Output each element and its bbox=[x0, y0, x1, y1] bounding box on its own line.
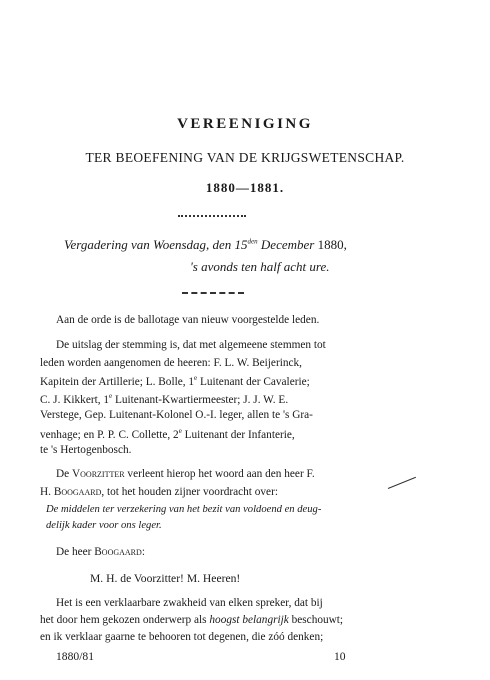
lecture-topic-line: delijk kader voor ons leger. bbox=[46, 520, 162, 531]
printer-signature: 1880/81 bbox=[56, 650, 95, 663]
body-line: C. J. Kikkert, 1e Luitenant-Kwartiermeester; J. J. W. E. bbox=[40, 392, 289, 406]
meeting-date-line: Vergadering van Woensdag, den $15^{den}$ December 1880, bbox=[64, 237, 347, 252]
body-line: Verstege, Gep. Luitenant-Kolonel O.-I. leger, allen te 's Gra- bbox=[40, 409, 313, 421]
decorative-rule-top bbox=[178, 215, 246, 217]
page-number: 10 bbox=[334, 650, 346, 663]
body-line: Aan de orde is de ballotage van nieuw voorgestelde leden. bbox=[56, 314, 320, 326]
decorative-rule-bottom bbox=[182, 292, 244, 294]
body-line: en ik verklaar gaarne te behooren tot degenen, die zóó denken; bbox=[40, 631, 324, 643]
document-years: 1880—1881. bbox=[205, 180, 285, 195]
body-line: De heer Boogaard: bbox=[56, 546, 145, 558]
body-line: venhage; en P. P. C. Collette, 2e Luitenant der Infanterie, bbox=[40, 427, 295, 441]
body-line: H. Boogaard, tot het houden zijner voordracht over: bbox=[40, 486, 278, 498]
body-line: het door hem gekozen onderwerp als hoogst belangrijk beschouwt; bbox=[40, 614, 344, 626]
speech-salutation: M. H. de Voorzitter! M. Heeren! bbox=[90, 572, 241, 585]
body-line: leden worden aangenomen de heeren: F. L. W. Beijerinck, bbox=[40, 357, 302, 369]
margin-pencil-mark bbox=[388, 477, 416, 489]
document-subtitle: TER BEOEFENING VAN DE KRIJGSWETENSCHAP. bbox=[85, 150, 405, 165]
meeting-time-line: 's avonds ten half acht ure. bbox=[190, 259, 330, 274]
body-line: Kapitein der Artillerie; L. Bolle, 1e Luitenant der Cavalerie; bbox=[40, 374, 310, 388]
body-line: De Voorzitter verleent hierop het woord aan den heer F. bbox=[56, 468, 315, 480]
body-line: De uitslag der stemming is, dat met algemeene stemmen tot bbox=[56, 339, 326, 351]
body-line: Het is een verklaarbare zwakheid van elken spreker, dat bij bbox=[56, 597, 323, 609]
document-title: VEREENIGING bbox=[177, 116, 313, 132]
lecture-topic-line: De middelen ter verzekering van het bezit van voldoend en deug- bbox=[46, 504, 322, 515]
body-line: te 's Hertogenbosch. bbox=[40, 444, 132, 456]
